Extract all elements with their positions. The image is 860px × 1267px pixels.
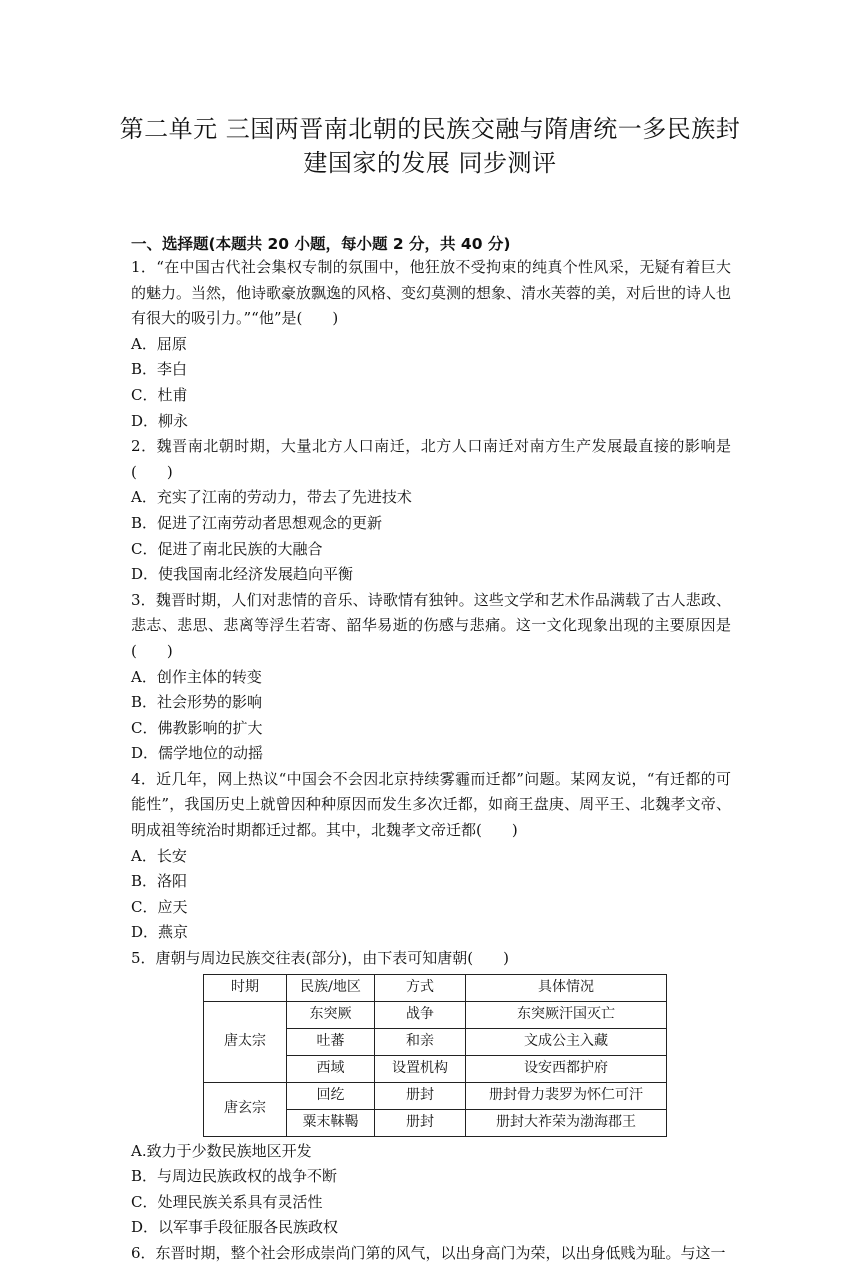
table-cell: 唐玄宗 bbox=[204, 1082, 287, 1136]
question-3-options bbox=[131, 665, 731, 767]
question-5: 5．唐朝与周边民族交往表(部分)，由下表可知唐朝( ) bbox=[131, 949, 509, 968]
table-cell: 唐太宗 bbox=[204, 1001, 287, 1082]
table-cell: 设安西都护府 bbox=[466, 1055, 667, 1082]
option: A．充实了江南的劳动力，带去了先进技术 bbox=[131, 488, 412, 507]
table-cell: 东突厥汗国灭亡 bbox=[466, 1001, 667, 1028]
table-cell: 文成公主入藏 bbox=[466, 1028, 667, 1055]
option: C．佛教影响的扩大 bbox=[131, 718, 263, 737]
question-list bbox=[131, 255, 731, 1267]
option: B．李白 bbox=[131, 360, 188, 379]
table-cell: 册封 bbox=[375, 1082, 466, 1109]
option: C．应天 bbox=[131, 897, 188, 916]
relations-table bbox=[203, 974, 667, 1137]
option: C．促进了南北民族的大融合 bbox=[131, 539, 323, 558]
table-header-row bbox=[204, 974, 667, 1001]
option: D．燕京 bbox=[131, 923, 189, 942]
option: D．柳永 bbox=[131, 411, 189, 430]
title-line-2: 建国家的发展 同步测评 bbox=[303, 149, 557, 177]
option: A．创作主体的转变 bbox=[131, 667, 262, 686]
option: A．长安 bbox=[131, 846, 187, 865]
table-cell: 和亲 bbox=[375, 1028, 466, 1055]
table-cell: 西域 bbox=[287, 1055, 375, 1082]
option: B．促进了江南劳动者思想观念的更新 bbox=[131, 513, 383, 532]
section-heading: 一、选择题(本题共 20 小题，每小题 2 分，共 40 分) bbox=[131, 235, 511, 253]
table-cell: 册封大祚荣为渤海郡王 bbox=[466, 1109, 667, 1136]
option: B．洛阳 bbox=[131, 872, 188, 891]
table-cell: 回纥 bbox=[287, 1082, 375, 1109]
option: D．以军事手段征服各民族政权 bbox=[131, 1218, 339, 1237]
table-header: 具体情况 bbox=[466, 974, 667, 1001]
question-4-options bbox=[131, 844, 731, 946]
option: D．使我国南北经济发展趋向平衡 bbox=[131, 565, 354, 584]
table-header: 方式 bbox=[375, 974, 466, 1001]
table-cell: 册封骨力裴罗为怀仁可汗 bbox=[466, 1082, 667, 1109]
question-2: 2．魏晋南北朝时期，大量北方人口南迁，北方人口南迁对南方生产发展最直接的影响是( ) bbox=[131, 437, 731, 481]
table-header: 民族/地区 bbox=[287, 974, 375, 1001]
option: B．社会形势的影响 bbox=[131, 693, 263, 712]
question-1-options bbox=[131, 332, 731, 434]
option: C．处理民族关系具有灵活性 bbox=[131, 1192, 323, 1211]
page-title bbox=[110, 112, 750, 180]
option: A.致力于少数民族地区开发 bbox=[131, 1141, 312, 1160]
question-4: 4．近几年，网上热议“中国会不会因北京持续雾霾而迁都”问题。某网友说，“有迁都的可能性”，我国历史上就曾因种种原因而发生多次迁都，如商王盘庚、周平王、北魏孝文帝、明成祖等统治时期都迁过都。其中，北魏孝文帝迁都( ) bbox=[131, 769, 731, 840]
title-line-1: 第二单元 三国两晋南北朝的民族交融与隋唐统一多民族封 bbox=[119, 115, 741, 143]
option: D．儒学地位的动摇 bbox=[131, 744, 264, 763]
table-cell: 吐蕃 bbox=[287, 1028, 375, 1055]
table-cell: 册封 bbox=[375, 1109, 466, 1136]
table-cell: 设置机构 bbox=[375, 1055, 466, 1082]
question-6: 6．东晋时期，整个社会形成崇尚门第的风气，以出身高门为荣，以出身低贱为耻。与这一 bbox=[131, 1244, 726, 1262]
table-cell: 粟末靺鞨 bbox=[287, 1109, 375, 1136]
question-1: 1．“在中国古代社会集权专制的氛围中，他狂放不受拘束的纯真个性风采，无疑有着巨大的魅力。当然，他诗歌豪放飘逸的风格、变幻莫测的想象、清水芙蓉的美，对后世的诗人也有很大的吸引力。”“他”是( ) bbox=[131, 258, 732, 328]
option: B．与周边民族政权的战争不断 bbox=[131, 1167, 338, 1186]
question-3: 3．魏晋时期，人们对悲情的音乐、诗歌情有独钟。这些文学和艺术作品满载了古人悲政、悲志、悲思、悲离等浮生若寄、韶华易逝的伤感与悲痛。这一文化现象出现的主要原因是( ) bbox=[131, 590, 731, 660]
table-cell: 战争 bbox=[375, 1001, 466, 1028]
table-row bbox=[204, 1001, 667, 1028]
table-header: 时期 bbox=[204, 974, 287, 1001]
option: A．屈原 bbox=[131, 334, 187, 353]
option: C．杜甫 bbox=[131, 385, 188, 404]
table-row bbox=[204, 1082, 667, 1109]
table-cell: 东突厥 bbox=[287, 1001, 375, 1028]
